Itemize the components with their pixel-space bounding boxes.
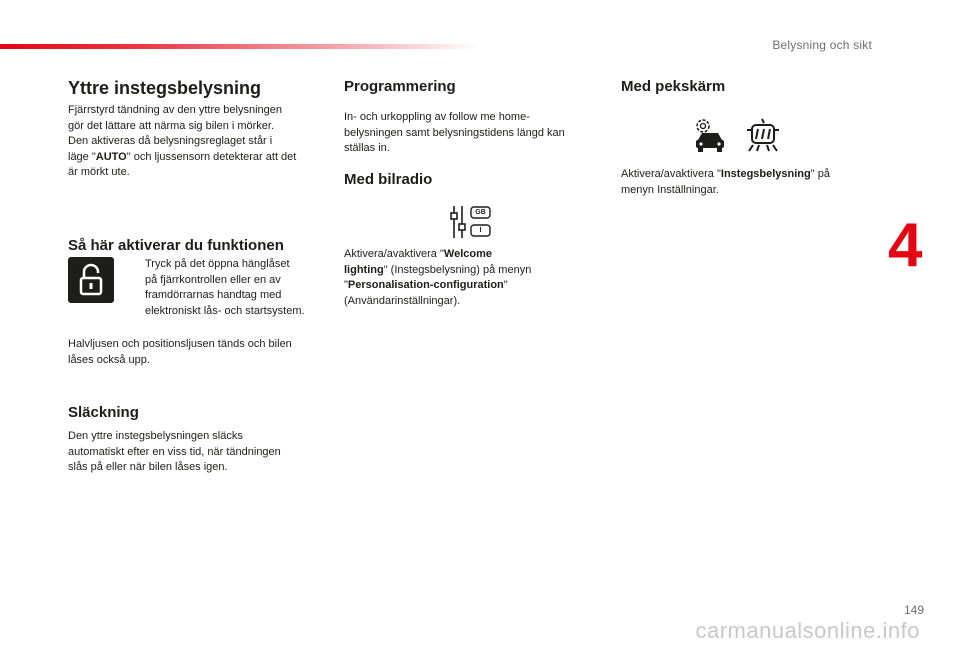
intro-paragraph <box>68 103 328 181</box>
intro-line-4 <box>68 150 328 166</box>
chapter-title: Belysning och sikt <box>772 38 872 52</box>
car-settings-icon <box>693 117 727 153</box>
step-line-1: Tryck på det öppna hänglåset <box>145 258 290 270</box>
activation-step <box>145 257 335 319</box>
header-accent-bar <box>0 44 480 49</box>
intro-line-3: Den aktiveras då belysningsreglaget står i <box>68 135 273 147</box>
section-title-touchscreen: Med pekskärm <box>621 78 726 95</box>
off-line-1: Den yttre instegsbelysningen släcks <box>68 430 243 442</box>
radio-line-1 <box>344 247 594 263</box>
page-number: 149 <box>903 603 924 617</box>
radio-menu-term: Personalisation-configuration <box>347 279 504 291</box>
radio-welcome-term: Welcome <box>443 248 492 260</box>
touch-setting-term: Instegsbelysning <box>720 168 811 180</box>
activation-note <box>68 337 333 368</box>
step-line-2: på fjärrkontrollen eller en av <box>145 273 281 286</box>
intro-line-4-rest: " och ljussensorn detekterar att det <box>126 150 297 163</box>
radio-line-1-prefix: Aktivera/avaktivera " <box>344 248 444 260</box>
exterior-lighting-icon <box>745 117 781 153</box>
prog-line-1: In- och urkoppling av follow me home- <box>344 111 530 123</box>
radio-line-3-suffix: " <box>503 279 508 291</box>
radio-settings-icon <box>449 204 493 240</box>
note-line-2: låses också upp. <box>68 353 150 366</box>
intro-auto-term: AUTO <box>95 150 127 163</box>
intro-line-4-prefix: läge " <box>68 150 96 163</box>
section-title-programming: Programmering <box>344 78 456 95</box>
section-title-how-to-activate: Så här aktiverar du funktionen <box>68 237 284 254</box>
step-line-4: elektroniskt lås- och startsystem. <box>145 304 305 317</box>
radio-line-3-prefix: " <box>344 279 348 291</box>
radio-icon-info-label: I <box>479 227 482 234</box>
radio-line-2-rest: " (Instegsbelysning) på menyn <box>383 263 532 276</box>
touch-line-1 <box>621 167 871 183</box>
watermark-text: carmanualsonline.info <box>695 618 920 643</box>
radio-line-2 <box>344 263 594 279</box>
prog-line-3: ställas in. <box>344 142 390 154</box>
off-line-3: slås på eller när bilen låses igen. <box>68 461 228 473</box>
note-line-1: Halvljusen och positionsljusen tänds och bilen <box>68 338 292 350</box>
touchscreen-paragraph <box>621 167 871 198</box>
programming-paragraph <box>344 110 594 157</box>
radio-lighting-term: lighting <box>344 263 384 276</box>
touch-line-2: menyn Inställningar. <box>621 183 719 196</box>
touch-line-1-suffix: " på <box>810 168 830 180</box>
off-line-2: automatiskt efter en viss tid, när tändningen <box>68 445 281 458</box>
section-title-exterior-lighting: Yttre instegsbelysning <box>68 78 262 98</box>
step-line-3: framdörrarnas handtag med <box>145 289 282 301</box>
radio-line-3 <box>344 278 594 294</box>
touch-line-1-prefix: Aktivera/avaktivera " <box>621 168 721 180</box>
radio-line-4: (Användarinställningar). <box>344 294 461 307</box>
switch-off-paragraph <box>68 429 333 476</box>
intro-line-2: gör det lättare att närma sig bilen i mörker. <box>68 119 275 132</box>
radio-icon-language-label: GB <box>475 209 486 216</box>
section-title-car-radio: Med bilradio <box>344 171 433 188</box>
intro-line-1: Fjärrstyrd tändning av den yttre belysningen <box>68 104 283 116</box>
radio-paragraph <box>344 247 594 309</box>
section-title-switch-off: Släckning <box>68 404 139 421</box>
prog-line-2: belysningen samt belysningstidens längd kan <box>344 126 565 139</box>
unlocked-padlock-icon <box>68 257 114 303</box>
intro-line-5: är mörkt ute. <box>68 166 130 178</box>
chapter-number: 4 <box>888 211 923 280</box>
